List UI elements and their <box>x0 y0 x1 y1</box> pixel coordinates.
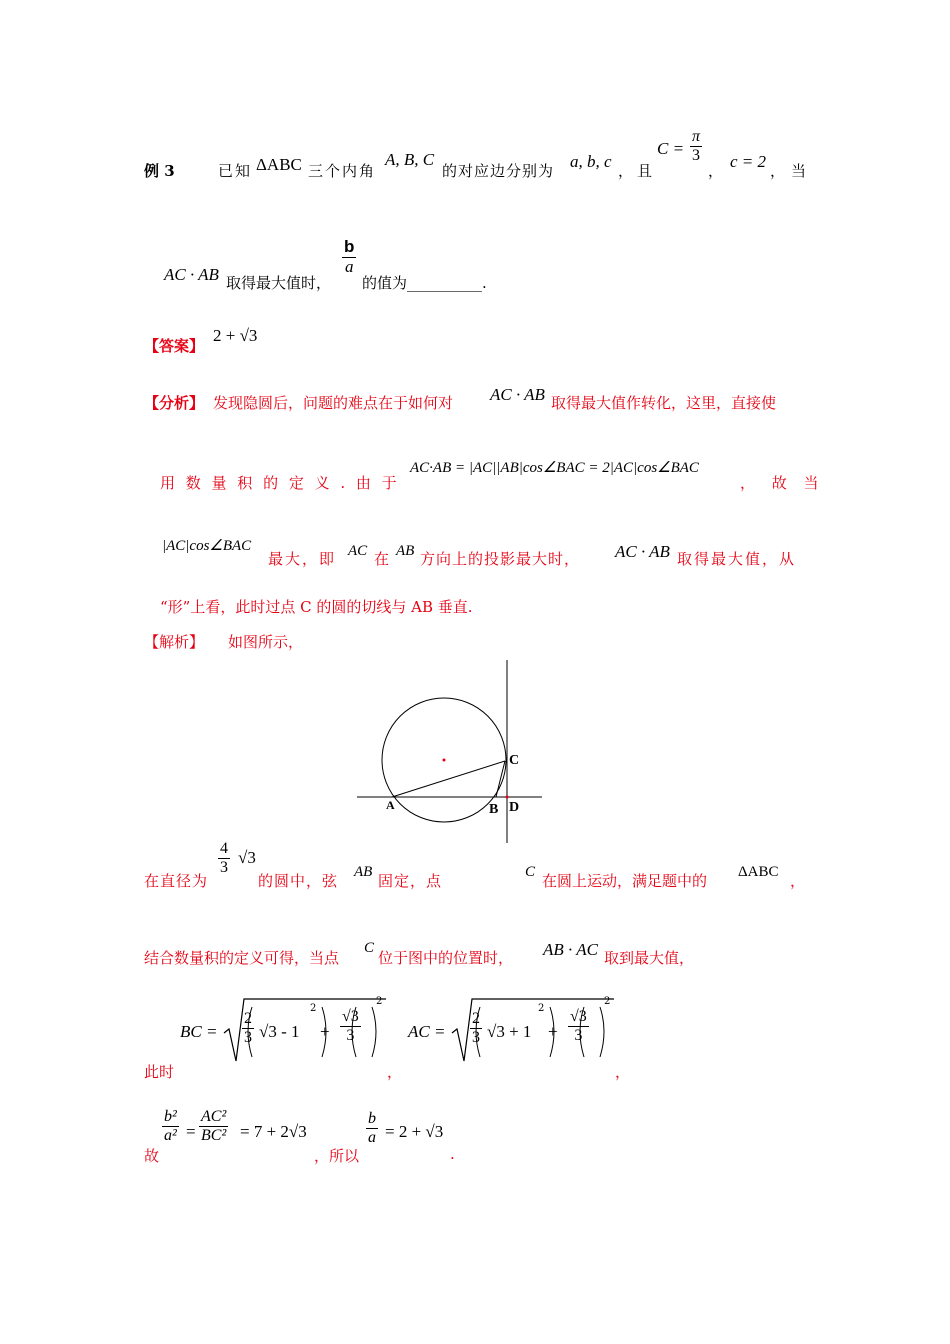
solution-s1c: 固定，点 <box>378 872 443 890</box>
diameter-fraction <box>218 840 230 876</box>
bc-term2-fraction <box>340 1008 361 1044</box>
ac-term2-fraction <box>568 1008 589 1044</box>
bc-plus: + <box>320 1022 330 1041</box>
analysis-line3-ac: AC <box>348 543 368 559</box>
bc-term1-fraction <box>242 1010 254 1046</box>
center-point <box>443 759 446 762</box>
example-text-7: 的值为__________. <box>362 274 487 292</box>
bc-t1-num: 2 <box>244 1010 252 1027</box>
pi-denominator: 3 <box>692 146 700 164</box>
segment-ac <box>392 761 505 797</box>
solution-s2c: 取到最大值， <box>604 949 695 967</box>
analysis-line1-math: AC · AB <box>490 385 545 404</box>
example-comma: ， <box>708 162 724 180</box>
b-a-fraction <box>366 1110 378 1146</box>
ac-t2-den: 3 <box>574 1026 583 1044</box>
diameter-den: 3 <box>220 858 228 876</box>
analysis-line3-ab: AB <box>396 543 415 559</box>
b2: b² <box>164 1108 177 1125</box>
ac2-bc2-fraction <box>199 1108 228 1144</box>
bc-lhs: BC = <box>180 1022 218 1041</box>
example-text-5: ，当 <box>770 162 813 180</box>
f-b: b <box>368 1110 376 1127</box>
ac-term1-root: √3 + 1 <box>487 1022 532 1041</box>
label-d: D <box>509 800 520 815</box>
bc2: BC² <box>201 1126 227 1144</box>
solution-s3-label: 此时 <box>144 1063 175 1081</box>
example-triangle: ΔABC <box>256 155 302 174</box>
pi-numerator: π <box>692 128 701 145</box>
example-text-6: 取得最大值时， <box>226 274 332 292</box>
frac-b: b <box>344 237 355 256</box>
label-b: B <box>489 802 499 817</box>
example-pi-fraction <box>690 128 702 164</box>
example-c-value: c = 2 <box>730 152 767 171</box>
bc-t1-den: 3 <box>244 1028 252 1046</box>
solution-intro: 如图所示， <box>228 633 304 651</box>
analysis-line3-math2: AC · AB <box>615 542 670 561</box>
ac-comma: ， <box>615 1063 631 1081</box>
circle-diagram <box>350 655 550 850</box>
solution-s4-label: 故 <box>144 1147 160 1165</box>
f-result: = 7 + 2√3 <box>240 1122 307 1141</box>
vector-product-ac-ab: AC · AB <box>164 265 219 284</box>
bc-t2-den: 3 <box>346 1026 355 1044</box>
solution-s4-mid: ，所以 <box>314 1147 360 1165</box>
f-result2: = 2 + √3 <box>385 1122 444 1141</box>
solution-s1-ab: AB <box>354 864 373 880</box>
ac-lhs: AC = <box>408 1022 446 1041</box>
f-a: a <box>368 1128 376 1146</box>
analysis-line2b: ， 故 当 <box>740 474 825 492</box>
example-sides: a, b, c <box>570 152 612 171</box>
frac-a: a <box>344 256 354 276</box>
example-c-eq: C = <box>657 139 685 158</box>
example-label: 例 3 <box>144 162 175 180</box>
b-over-a-fraction <box>342 238 356 276</box>
answer-label: 【答案】 <box>144 337 205 355</box>
ac-term1-fraction <box>470 1010 482 1046</box>
label-a: A <box>386 798 395 812</box>
analysis-line1-end: 取得最大值作转化，这里，直接使 <box>551 394 777 412</box>
solution-s1-c: C <box>525 864 536 880</box>
analysis-line2-math: AC·AB = |AC||AB|cos∠BAC = 2|AC|cos∠BAC <box>410 460 699 476</box>
analysis-line3-math: |AC|cos∠BAC <box>162 538 252 554</box>
solution-label: 【解析】 <box>144 633 205 651</box>
example-angles: A, B, C <box>385 150 435 169</box>
analysis-line4: “形”上看，此时过点 C 的圆的切线与 AB 垂直. <box>160 598 473 616</box>
example-text-1: 已知 <box>218 162 253 180</box>
segment-bc <box>496 761 505 797</box>
solution-s1a: 在直径为 <box>144 872 209 890</box>
solution-s2a: 结合数量积的定义可得，当点 <box>144 949 340 967</box>
analysis-label: 【分析】 <box>144 394 205 412</box>
example-text-3: 的对应边分别为 <box>442 162 555 180</box>
solution-s1d: 在圆上运动，满足题中的 <box>542 872 708 890</box>
b2-a2-fraction <box>162 1108 179 1144</box>
f-eq: = <box>186 1122 196 1141</box>
analysis-line3c: 方向上的投影最大时， <box>420 550 581 568</box>
solution-s1b: 的圆中，弦 <box>258 872 339 890</box>
ac-t1-den: 3 <box>472 1028 480 1046</box>
ac-t2-num: √3 <box>570 1008 587 1025</box>
answer-value: 2 + √3 <box>213 326 258 345</box>
bc-comma: ， <box>387 1063 403 1081</box>
bc-sq1: 2 <box>310 1003 317 1014</box>
diameter-num: 4 <box>220 840 228 857</box>
bc-t2-num: √3 <box>342 1008 359 1025</box>
example-text-4: ，且 <box>618 162 657 180</box>
analysis-line3d: 取得最大值，从 <box>677 550 797 568</box>
bc-sq2: 2 <box>376 996 383 1007</box>
ac2: AC² <box>201 1108 227 1125</box>
solution-s2b: 位于图中的位置时， <box>378 949 514 967</box>
solution-s2-c: C <box>364 940 375 956</box>
analysis-line1: 发现隐圆后，问题的难点在于如何对 <box>213 394 454 412</box>
solution-s1e: ， <box>790 872 806 890</box>
a2: a² <box>164 1126 177 1144</box>
analysis-line3a: 最大，即 <box>268 550 337 568</box>
ac-sq2: 2 <box>604 996 611 1007</box>
solution-s4-end: . <box>450 1145 455 1163</box>
analysis-line3b: 在 <box>374 550 390 568</box>
ac-sq1: 2 <box>538 1003 545 1014</box>
example-text-2: 三个内角 <box>308 162 377 180</box>
ac-t1-num: 2 <box>472 1010 480 1027</box>
solution-s1-triangle: ΔABC <box>738 864 779 880</box>
diameter-root: √3 <box>238 848 256 867</box>
ac-plus: + <box>548 1022 558 1041</box>
point-d-mark <box>506 796 509 799</box>
bc-term1-root: √3 - 1 <box>259 1022 300 1041</box>
analysis-line2a: 用 数 量 积 的 定 义 . 由 于 <box>160 474 400 492</box>
solution-s2-math: AB · AC <box>543 940 598 959</box>
label-c: C <box>509 753 520 768</box>
